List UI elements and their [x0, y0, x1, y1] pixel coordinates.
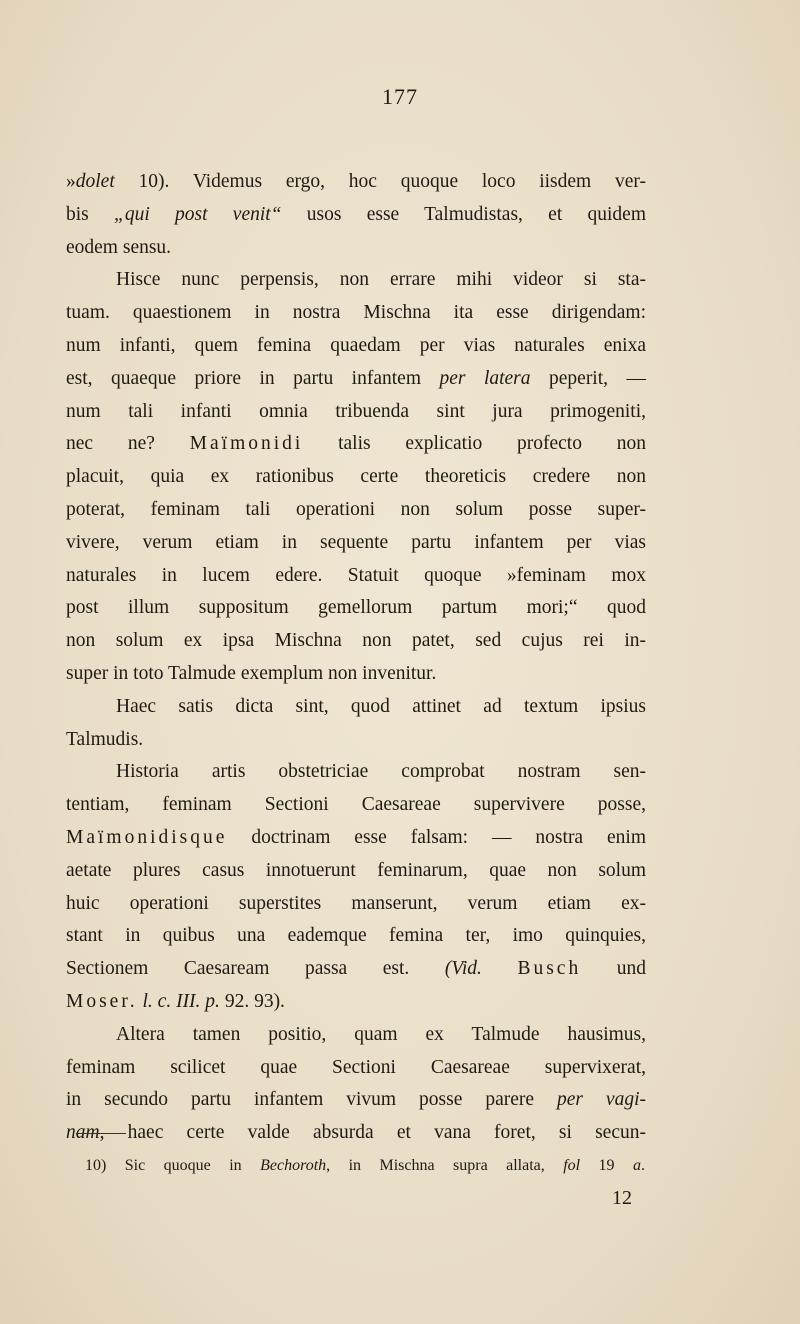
- text-segment: Talmudis.: [66, 728, 144, 750]
- text-line: [66, 1084, 646, 1117]
- text-segment: aetate plures casus innotuerunt feminarum, quae non solum: [66, 859, 646, 881]
- text-line: [66, 1019, 646, 1052]
- text-segment: per vagi-: [556, 1089, 646, 1111]
- text-line: [66, 756, 646, 789]
- text-segment: Haec satis dicta sint, quod attinet ad textum ipsius: [116, 695, 646, 717]
- text-line: [66, 855, 646, 888]
- text-segment: 19: [580, 1157, 633, 1174]
- text-segment: feminam scilicet quae Sectioni Caesareae supervixerat,: [66, 1056, 646, 1078]
- text-segment: Maïmonidisque: [66, 826, 228, 848]
- text-line: [66, 232, 646, 265]
- text-segment: est, quaeque priore in partu infantem: [66, 367, 440, 389]
- text-segment: Bechoroth: [260, 1157, 327, 1174]
- text-segment: bis: [66, 203, 115, 225]
- text-segment: super in toto Talmude exemplum non invenitur.: [66, 662, 437, 684]
- text-line: [66, 428, 646, 461]
- text-segment: 10). Videmus ergo, hoc quoque loco iisdem ver-: [114, 171, 646, 192]
- footnote: [85, 1157, 645, 1175]
- text-line: [66, 396, 646, 429]
- text-line: [66, 461, 646, 494]
- text-line: [66, 330, 646, 363]
- text-segment: 92. 93).: [219, 990, 285, 1012]
- text-line: [66, 658, 646, 691]
- text-segment: , haec certe valde absurda et vana foret, si secun-: [99, 1122, 646, 1144]
- text-segment: placuit, quia ex rationibus certe theoreticis credere non: [66, 466, 646, 488]
- text-segment: Maïmonidi: [189, 433, 304, 455]
- text-segment: num infanti, quem femina quaedam per vias naturales enixa: [66, 334, 646, 356]
- text-segment: tentiam, feminam Sectioni Caesareae supervivere posse,: [66, 794, 646, 816]
- text-segment: vivere, verum etiam in sequente partu infantem per vias: [66, 531, 646, 553]
- text-segment: nec ne?: [66, 433, 190, 455]
- text-line: [66, 1117, 646, 1150]
- text-segment: l. c. III. p.: [142, 990, 220, 1012]
- text-segment: Busch: [517, 958, 582, 980]
- text-line: [66, 363, 646, 396]
- text-segment: dolet: [75, 171, 115, 192]
- text-segment: huic operationi superstites manserunt, verum etiam ex-: [66, 892, 646, 914]
- text-segment: stant in quibus una eademque femina ter, imo quinquies,: [66, 925, 646, 947]
- text-line: [66, 494, 646, 527]
- text-line: [66, 920, 646, 953]
- text-line: [66, 724, 646, 757]
- text-segment: naturales in lucem edere. Statuit quoque »feminam mox: [66, 564, 646, 586]
- text-line: [66, 888, 646, 921]
- page-number: 177: [382, 84, 418, 109]
- text-segment: (Vid.: [444, 958, 482, 980]
- text-segment: Sectionem Caesaream passa est.: [66, 958, 445, 980]
- text-line: [66, 986, 646, 1019]
- text-line: [66, 560, 646, 593]
- text-segment: .: [641, 1157, 645, 1174]
- text-segment: tuam. quaestionem in nostra Mischna ita esse dirigendam:: [66, 302, 646, 324]
- text-segment: peperit, —: [530, 367, 647, 389]
- footnote-rule: [76, 1133, 126, 1134]
- text-segment: eodem sensu.: [66, 236, 172, 258]
- text-line: [66, 297, 646, 330]
- text-segment: doctrinam esse falsam: — nostra enim: [227, 826, 646, 848]
- text-segment: Moser.: [66, 990, 138, 1012]
- text-segment: talis explicatio profecto non: [303, 433, 646, 455]
- text-segment: usos esse Talmudistas, et quidem: [281, 203, 646, 225]
- text-segment: non solum ex ipsa Mischna non patet, sed cujus rei in-: [66, 630, 646, 652]
- text-segment: und: [581, 958, 646, 980]
- text-line: [66, 166, 646, 199]
- text-segment: Altera tamen positio, quam ex Talmude hausimus,: [116, 1023, 646, 1045]
- text-segment: fol: [563, 1157, 581, 1174]
- text-segment: Historia artis obstetriciae comprobat nostram sen-: [116, 761, 646, 783]
- text-line: [66, 1052, 646, 1085]
- text-line: [66, 953, 646, 986]
- text-segment: post illum suppositum gemellorum partum mori;“ quod: [66, 597, 646, 619]
- signature-mark: 12: [612, 1187, 632, 1209]
- body-text: [66, 166, 646, 1150]
- text-line: [66, 592, 646, 625]
- text-segment: poterat, feminam tali operationi non solum posse super-: [66, 498, 646, 520]
- text-line: [66, 199, 646, 232]
- text-segment: nam: [66, 1122, 100, 1144]
- text-line: [66, 691, 646, 724]
- text-segment: , in Mischna supra allata,: [326, 1157, 564, 1174]
- text-segment: Hisce nunc perpensis, non errare mihi videor si sta-: [116, 269, 646, 291]
- text-segment: per latera: [439, 367, 531, 389]
- text-segment: [482, 958, 518, 979]
- text-segment: „qui post venit“: [114, 203, 282, 225]
- text-segment: »: [66, 171, 76, 192]
- text-segment: 10) Sic quoque in: [85, 1157, 261, 1174]
- text-line: [66, 789, 646, 822]
- text-line: [66, 625, 646, 658]
- text-segment: a: [633, 1157, 641, 1174]
- text-line: [66, 527, 646, 560]
- text-segment: in secundo partu infantem vivum posse parere: [66, 1089, 557, 1111]
- text-segment: num tali infanti omnia tribuenda sint jura primogeniti,: [66, 400, 646, 422]
- text-line: [66, 822, 646, 855]
- text-line: [66, 264, 646, 297]
